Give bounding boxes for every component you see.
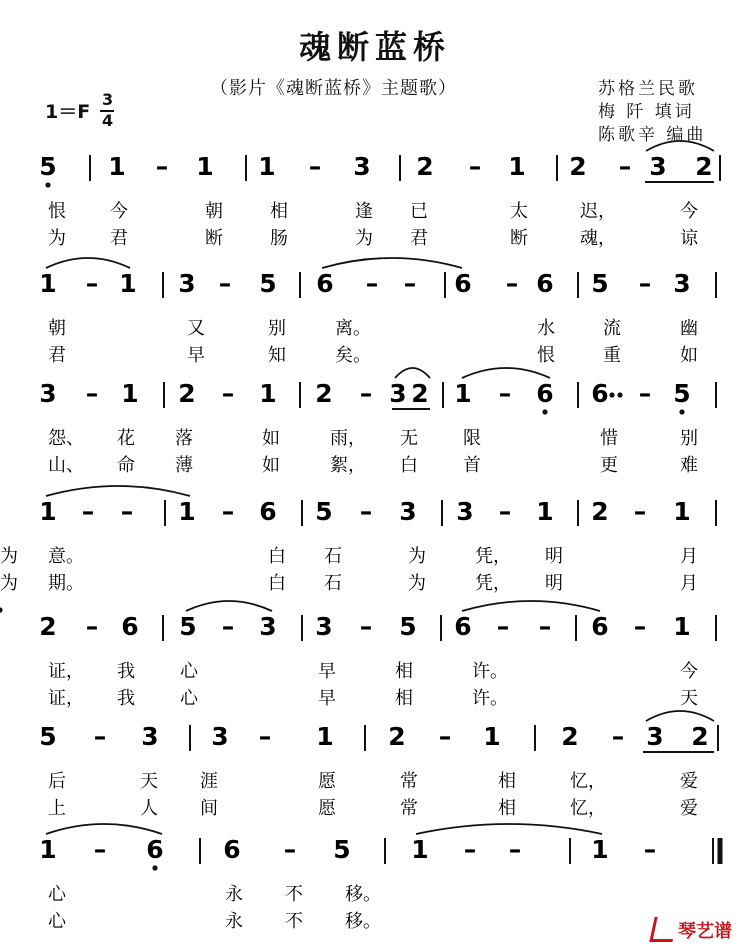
lyric-verse-2: 白 bbox=[268, 573, 286, 594]
octave-dot bbox=[609, 392, 614, 397]
dash-sustain: – bbox=[85, 379, 99, 408]
lyric-verse-1: 今 bbox=[680, 201, 698, 222]
score-system bbox=[39, 835, 720, 932]
note: 2 bbox=[591, 497, 609, 526]
lyric-verse-1: 永 bbox=[225, 884, 243, 905]
lyric-verse-1: 已 bbox=[410, 201, 428, 222]
lyric-verse-1: 白 bbox=[268, 546, 286, 567]
note: 2 bbox=[388, 722, 406, 751]
lyric-verse-2: 断 bbox=[510, 228, 528, 249]
note: 5 bbox=[333, 835, 351, 864]
note: 5 bbox=[591, 269, 609, 298]
score-system bbox=[39, 722, 718, 819]
octave-dot bbox=[679, 409, 684, 414]
song-subtitle: （影片《魂断蓝桥》主题歌） bbox=[210, 78, 457, 99]
slur bbox=[322, 258, 462, 268]
note: 2 bbox=[39, 612, 57, 641]
lyric-verse-1: 心 bbox=[48, 884, 66, 905]
note: 3 bbox=[315, 612, 333, 641]
lyric-verse-1: 怨、 bbox=[48, 428, 84, 449]
note: 5 bbox=[179, 612, 197, 641]
lyric-verse-1: 离。 bbox=[335, 318, 371, 339]
dash-sustain: – bbox=[463, 835, 477, 864]
lyric-verse-2: 心 bbox=[180, 688, 198, 709]
lyric-verse-2: 早 bbox=[318, 688, 336, 709]
lyric-verse-2: 断 bbox=[205, 228, 223, 249]
note: 3 bbox=[39, 379, 57, 408]
lyric-verse-1: 许。 bbox=[472, 661, 508, 682]
note: 5 bbox=[673, 379, 691, 408]
note: 1 bbox=[259, 379, 277, 408]
lyric-verse-2: 肠 bbox=[270, 228, 288, 249]
lyric-verse-1: 今 bbox=[110, 201, 128, 222]
score-system bbox=[39, 152, 720, 249]
lyric-verse-1: 石 bbox=[324, 546, 342, 567]
dash-sustain: – bbox=[538, 612, 552, 641]
score-system bbox=[39, 612, 716, 709]
lyric-verse-1: 常 bbox=[400, 771, 418, 792]
score-system bbox=[39, 269, 716, 366]
lyric-verse-1: 今 bbox=[680, 661, 698, 682]
note: 1 bbox=[108, 152, 126, 181]
site-logo bbox=[652, 916, 748, 942]
credit-lyricist: 梅 阡 填词 bbox=[598, 102, 695, 122]
note: 1 bbox=[673, 497, 691, 526]
lyric-verse-2: 人 bbox=[140, 798, 158, 819]
lyric-verse-2: 命 bbox=[117, 455, 135, 476]
note: 1 bbox=[536, 497, 554, 526]
dash-sustain: – bbox=[85, 269, 99, 298]
note: 6 bbox=[454, 269, 472, 298]
lyric-verse-1: 水 bbox=[537, 318, 555, 339]
note: 1 bbox=[39, 497, 57, 526]
note: 1 bbox=[411, 835, 429, 864]
lyric-verse-1: 明 bbox=[545, 546, 563, 567]
note: 6 bbox=[121, 612, 139, 641]
note: 2 bbox=[561, 722, 579, 751]
lyric-verse-2: 为 bbox=[408, 573, 426, 594]
note: 3 bbox=[649, 152, 667, 181]
lyric-verse-1: 我 bbox=[117, 661, 135, 682]
dash-sustain: – bbox=[505, 269, 519, 298]
dash-sustain: – bbox=[611, 722, 625, 751]
slur bbox=[186, 601, 272, 611]
dash-sustain: – bbox=[508, 835, 522, 864]
lyric-verse-2: 为 bbox=[0, 573, 18, 594]
lyric-verse-2: 为 bbox=[355, 228, 373, 249]
dash-sustain: – bbox=[468, 152, 482, 181]
note: 2 bbox=[315, 379, 333, 408]
octave-dot bbox=[45, 182, 50, 187]
lyric-verse-2: 爱 bbox=[680, 798, 698, 819]
note: 2 bbox=[178, 379, 196, 408]
note: 3 bbox=[259, 612, 277, 641]
lyric-verse-1: 愿 bbox=[318, 771, 336, 792]
note: 6 bbox=[454, 612, 472, 641]
lyric-verse-2: 更 bbox=[600, 455, 618, 476]
note: 1 bbox=[39, 269, 57, 298]
lyric-verse-1: 如 bbox=[262, 428, 280, 449]
note: 2 bbox=[569, 152, 587, 181]
dash-sustain: – bbox=[359, 497, 373, 526]
lyric-verse-2: 许。 bbox=[472, 688, 508, 709]
dash-sustain: – bbox=[638, 379, 652, 408]
note: 3 bbox=[178, 269, 196, 298]
lyric-verse-2: 谅 bbox=[680, 228, 698, 249]
note: 2 bbox=[411, 379, 429, 408]
lyric-verse-2: 证， bbox=[48, 688, 84, 709]
lyric-verse-1: 不 bbox=[285, 884, 303, 905]
lyric-verse-1: 月 bbox=[680, 546, 698, 567]
note: 6 bbox=[591, 612, 609, 641]
octave-dot bbox=[542, 409, 547, 414]
dash-sustain: – bbox=[93, 722, 107, 751]
lyric-verse-2: 间 bbox=[200, 798, 218, 819]
lyric-verse-2: 矣。 bbox=[335, 345, 371, 366]
note: 3 bbox=[353, 152, 371, 181]
lyric-verse-2: 相 bbox=[395, 688, 413, 709]
lyric-verse-1: 相 bbox=[270, 201, 288, 222]
lyric-verse-2: 凭， bbox=[475, 573, 511, 594]
note: 6 bbox=[591, 379, 609, 408]
logo-mark-icon bbox=[649, 917, 677, 942]
dash-sustain: – bbox=[155, 152, 169, 181]
slur bbox=[462, 601, 600, 611]
lyric-verse-2: 魂， bbox=[580, 228, 616, 249]
lyric-verse-2: 上 bbox=[48, 798, 66, 819]
lyric-verse-2: 恨 bbox=[537, 345, 555, 366]
lyric-verse-2: 难 bbox=[680, 455, 698, 476]
dash-sustain: – bbox=[438, 722, 452, 751]
lyric-verse-1: 又 bbox=[187, 318, 205, 339]
dash-sustain: – bbox=[618, 152, 632, 181]
note: 1 bbox=[196, 152, 214, 181]
note: 6 bbox=[146, 835, 164, 864]
note: 3 bbox=[389, 379, 407, 408]
slur bbox=[646, 711, 714, 721]
lyric-verse-1: 忆， bbox=[570, 771, 606, 792]
note: 1 bbox=[483, 722, 501, 751]
score-system bbox=[39, 379, 716, 476]
lyric-verse-2: 薄 bbox=[175, 455, 193, 476]
lyric-verse-2: 石 bbox=[324, 573, 342, 594]
lyric-verse-1: 逢 bbox=[355, 201, 373, 222]
note: 5 bbox=[39, 152, 57, 181]
lyric-verse-1: 无 bbox=[400, 428, 418, 449]
lyric-verse-1: 恨 bbox=[48, 201, 66, 222]
dash-sustain: – bbox=[365, 269, 379, 298]
lyric-verse-1: 朝 bbox=[205, 201, 223, 222]
dash-sustain: – bbox=[496, 612, 510, 641]
key-signature: 1＝F bbox=[45, 101, 91, 123]
note: 3 bbox=[399, 497, 417, 526]
note: 1 bbox=[508, 152, 526, 181]
slur bbox=[646, 141, 714, 151]
note: 1 bbox=[454, 379, 472, 408]
note: 1 bbox=[39, 835, 57, 864]
augmentation-dot bbox=[617, 392, 622, 397]
lyric-verse-2: 我 bbox=[117, 688, 135, 709]
lyric-verse-1: 惜 bbox=[600, 428, 618, 449]
slur bbox=[395, 368, 430, 378]
dash-sustain: – bbox=[498, 379, 512, 408]
note: 1 bbox=[258, 152, 276, 181]
lyric-verse-2: 月 bbox=[680, 573, 698, 594]
note: 1 bbox=[316, 722, 334, 751]
dash-sustain: – bbox=[633, 612, 647, 641]
note: 2 bbox=[416, 152, 434, 181]
lyric-verse-2: 早 bbox=[187, 345, 205, 366]
lyric-verse-1: 涯 bbox=[200, 771, 218, 792]
slur bbox=[46, 258, 130, 268]
dash-sustain: – bbox=[308, 152, 322, 181]
note: 3 bbox=[211, 722, 229, 751]
time-signature-top: 3 bbox=[102, 90, 114, 109]
lyric-verse-1: 迟， bbox=[580, 201, 616, 222]
song-title: 魂断蓝桥 bbox=[298, 28, 451, 66]
lyric-verse-2: 如 bbox=[680, 345, 698, 366]
lyric-verse-1: 移。 bbox=[345, 884, 381, 905]
lyric-verse-2: 相 bbox=[498, 798, 516, 819]
slur bbox=[416, 824, 602, 834]
lyric-verse-1: 意。 bbox=[48, 546, 84, 567]
dash-sustain: – bbox=[120, 497, 134, 526]
note: 6 bbox=[223, 835, 241, 864]
dash-sustain: – bbox=[359, 612, 373, 641]
lyric-verse-1: 后 bbox=[48, 771, 66, 792]
dash-sustain: – bbox=[258, 722, 272, 751]
dash-sustain: – bbox=[283, 835, 297, 864]
lyric-verse-1: 限 bbox=[463, 428, 481, 449]
lyric-verse-1: 朝 bbox=[48, 318, 66, 339]
lyric-verse-2: 不 bbox=[285, 911, 303, 932]
dash-sustain: – bbox=[221, 612, 235, 641]
note: 1 bbox=[178, 497, 196, 526]
slur bbox=[462, 368, 550, 378]
lyric-verse-2: 永 bbox=[225, 911, 243, 932]
lyric-verse-1: 爱 bbox=[680, 771, 698, 792]
lyric-verse-1: 雨， bbox=[330, 428, 366, 449]
dash-sustain: – bbox=[403, 269, 417, 298]
note: 2 bbox=[691, 722, 709, 751]
lyric-verse-1: 太 bbox=[510, 201, 528, 222]
credit-arranger: 陈歌辛 编曲 bbox=[598, 125, 707, 145]
note: 1 bbox=[673, 612, 691, 641]
dash-sustain: – bbox=[643, 835, 657, 864]
credit-origin: 苏格兰民歌 bbox=[598, 79, 698, 99]
lyric-verse-1: 为 bbox=[0, 546, 18, 567]
lyric-verse-1: 心 bbox=[180, 661, 198, 682]
note: 6 bbox=[259, 497, 277, 526]
lyric-verse-2: 君 bbox=[410, 228, 428, 249]
time-signature-bottom: 4 bbox=[102, 111, 114, 130]
logo-text: 琴艺谱 bbox=[678, 921, 732, 942]
note: 3 bbox=[456, 497, 474, 526]
lyric-verse-2: 君 bbox=[110, 228, 128, 249]
dash-sustain: – bbox=[93, 835, 107, 864]
lyric-verse-2: 为 bbox=[48, 228, 66, 249]
lyric-verse-2: 常 bbox=[400, 798, 418, 819]
lyric-verse-2: 期。 bbox=[48, 573, 84, 594]
lyric-verse-2: 天 bbox=[680, 688, 698, 709]
dash-sustain: – bbox=[218, 269, 232, 298]
lyric-verse-1: 凭， bbox=[475, 546, 511, 567]
lyric-verse-2: 知 bbox=[268, 345, 286, 366]
lyric-verse-2: 山、 bbox=[48, 455, 84, 476]
lyric-verse-2: 愿 bbox=[318, 798, 336, 819]
note: 5 bbox=[315, 497, 333, 526]
lyric-verse-1: 天 bbox=[140, 771, 158, 792]
slur bbox=[46, 486, 190, 496]
lyric-verse-1: 相 bbox=[395, 661, 413, 682]
lyric-verse-1: 别 bbox=[268, 318, 286, 339]
octave-dot bbox=[152, 865, 157, 870]
dash-sustain: – bbox=[638, 269, 652, 298]
lyric-verse-1: 证， bbox=[48, 661, 84, 682]
lyric-verse-1: 相 bbox=[498, 771, 516, 792]
dash-sustain: – bbox=[359, 379, 373, 408]
note: 3 bbox=[673, 269, 691, 298]
lyric-verse-1: 早 bbox=[318, 661, 336, 682]
lyric-verse-2: 明 bbox=[545, 573, 563, 594]
dash-sustain: – bbox=[221, 379, 235, 408]
note: 2 bbox=[695, 152, 713, 181]
note: 1 bbox=[119, 269, 137, 298]
lyric-verse-2: 絮， bbox=[330, 455, 366, 476]
lyric-verse-2: 重 bbox=[603, 345, 621, 366]
lyric-verse-2: 白 bbox=[400, 455, 418, 476]
lyric-verse-1: 别 bbox=[680, 428, 698, 449]
dash-sustain: – bbox=[221, 497, 235, 526]
dash-sustain: – bbox=[85, 612, 99, 641]
note: 5 bbox=[399, 612, 417, 641]
note: 1 bbox=[121, 379, 139, 408]
octave-dot bbox=[0, 607, 3, 612]
note: 6 bbox=[536, 379, 554, 408]
lyric-verse-1: 为 bbox=[408, 546, 426, 567]
dash-sustain: – bbox=[498, 497, 512, 526]
note: 5 bbox=[39, 722, 57, 751]
note: 6 bbox=[316, 269, 334, 298]
lyric-verse-2: 心 bbox=[48, 911, 66, 932]
lyric-verse-2: 如 bbox=[262, 455, 280, 476]
lyric-verse-2: 忆， bbox=[570, 798, 606, 819]
lyric-verse-1: 花 bbox=[117, 428, 135, 449]
lyric-verse-2: 移。 bbox=[345, 911, 381, 932]
note: 3 bbox=[646, 722, 664, 751]
dash-sustain: – bbox=[633, 497, 647, 526]
score-system bbox=[0, 497, 716, 594]
dash-sustain: – bbox=[81, 497, 95, 526]
slur bbox=[46, 824, 162, 834]
lyric-verse-2: 首 bbox=[463, 455, 481, 476]
note: 3 bbox=[141, 722, 159, 751]
note: 5 bbox=[259, 269, 277, 298]
lyric-verse-2: 君 bbox=[48, 345, 66, 366]
note: 6 bbox=[536, 269, 554, 298]
lyric-verse-1: 幽 bbox=[680, 318, 698, 339]
lyric-verse-1: 流 bbox=[603, 318, 621, 339]
lyric-verse-1: 落 bbox=[175, 428, 193, 449]
note: 1 bbox=[591, 835, 609, 864]
